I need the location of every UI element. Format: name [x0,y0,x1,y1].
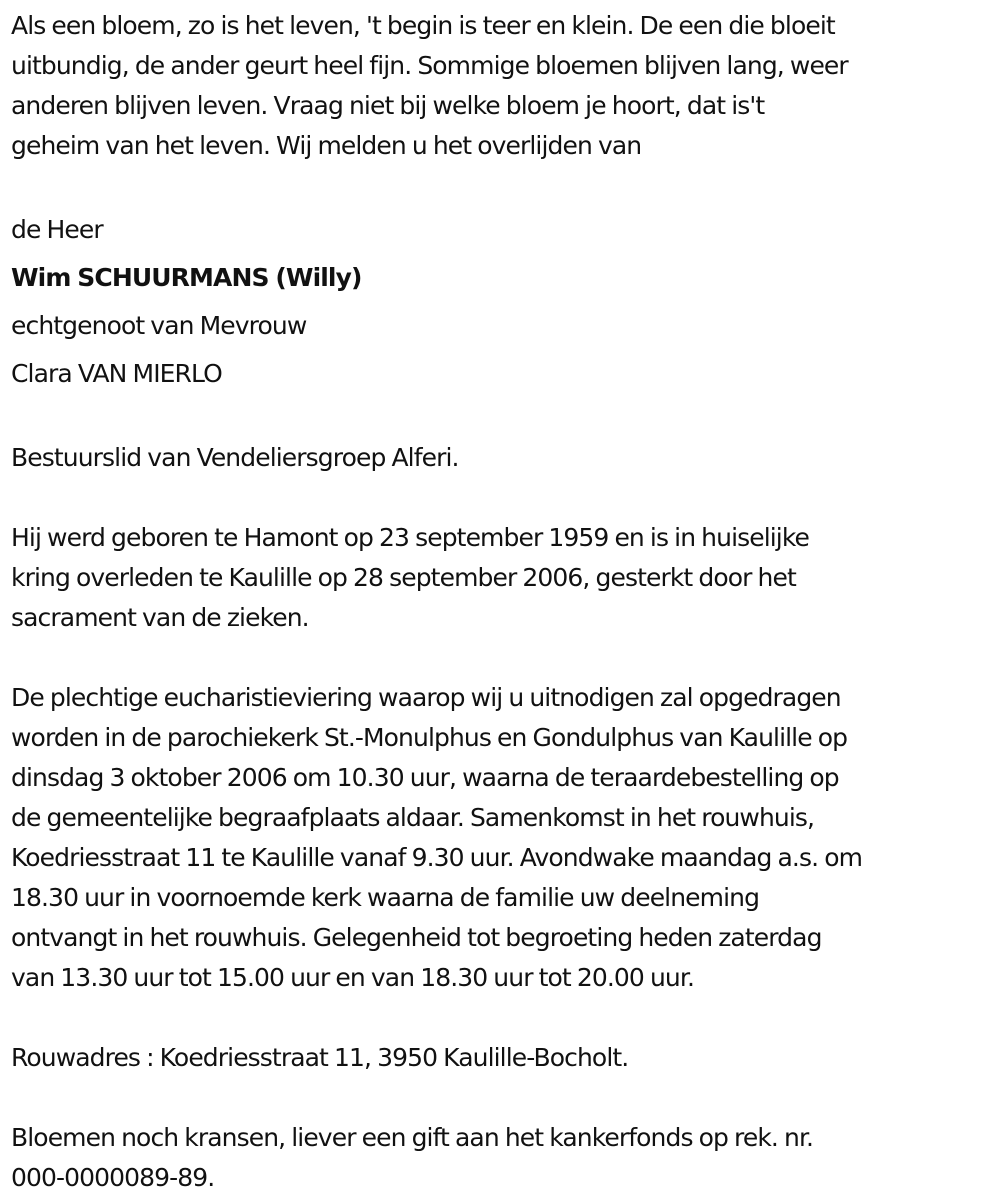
paragraph-line: worden in de parochiekerk St.-Monulphus en Gondulphus van Kaulille op [11,723,848,752]
paragraph-line: ontvangt in het rouwhuis. Gelegenheid tot begroeting heden zaterdag [11,923,822,952]
paragraph-line: kring overleden te Kaulille op 28 september 2006, gesterkt door het [11,563,796,592]
paragraph-line: 000-0000089-89. [11,1163,215,1192]
spacer [11,638,993,678]
birth-death-paragraph [11,518,993,638]
intro-line: Als een bloem, zo is het leven, 't begin is teer en klein. De een die bloeit [11,11,835,40]
obituary-notice [11,6,993,1198]
paragraph-line: Koedriesstraat 11 te Kaulille vanaf 9.30 uur. Avondwake maandag a.s. om [11,843,863,872]
role-statement: Bestuurslid van Vendeliersgroep Alferi. [11,443,459,472]
intro-line: geheim van het leven. Wij melden u het overlijden van [11,131,642,160]
paragraph-line: 18.30 uur in voornoemde kerk waarna de familie uw deelneming [11,883,760,912]
deceased-block [11,206,993,398]
spacer [11,398,993,438]
paragraph-line: De plechtige eucharistieviering waarop wij u uitnodigen zal opgedragen [11,683,841,712]
intro-line: uitbundig, de ander geurt heel fijn. Sommige bloemen blijven lang, weer [11,51,848,80]
paragraph-line: de gemeentelijke begraafplaats aldaar. Samenkomst in het rouwhuis, [11,803,815,832]
paragraph-line: sacrament van de zieken. [11,603,309,632]
spacer [11,478,993,518]
paragraph-line: Hij werd geboren te Hamont op 23 september 1959 en is in huiselijke [11,523,810,552]
donation-paragraph [11,1118,993,1198]
intro-line: anderen blijven leven. Vraag niet bij welke bloem je hoort, dat is't [11,91,765,120]
deceased-name: Wim SCHUURMANS (Willy) [11,263,362,292]
spouse-label: echtgenoot van Mevrouw [11,311,307,340]
ceremony-paragraph [11,678,993,998]
paragraph-line: van 13.30 uur tot 15.00 uur en van 18.30 uur tot 20.00 uur. [11,963,695,992]
spacer [11,1078,993,1118]
paragraph-line: Bloemen noch kransen, liever een gift aan het kankerfonds op rek. nr. [11,1123,814,1152]
paragraph-line: dinsdag 3 oktober 2006 om 10.30 uur, waarna de teraardebestelling op [11,763,839,792]
intro-poem [11,6,993,166]
spouse-name: Clara VAN MIERLO [11,359,222,388]
mourning-address: Rouwadres : Koedriesstraat 11, 3950 Kaulille-Bocholt. [11,1043,629,1072]
spacer [11,166,993,206]
spacer [11,998,993,1038]
deceased-title: de Heer [11,215,103,244]
